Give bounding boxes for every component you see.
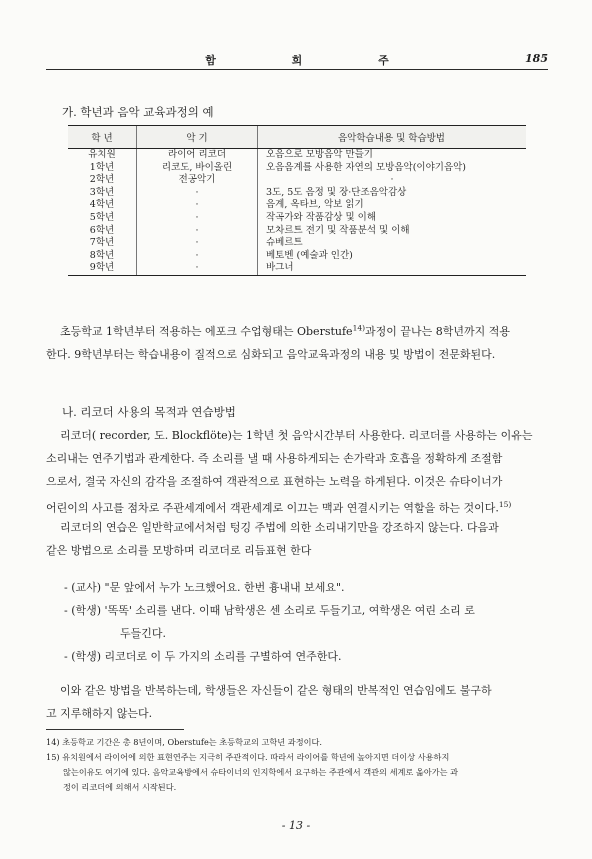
- cell-content: 음계, 옥타브, 악보 읽기: [258, 199, 527, 212]
- dialog-item: - (학생) '똑똑' 소리를 낸다. 이때 남학생은 센 소리로 두들기고, 여학생은 여린 소리 로: [64, 604, 475, 617]
- dialog-item: - (학생) 리코더로 이 두 가지의 소리를 구별하여 연주한다.: [64, 650, 342, 663]
- paragraph-line: 이와 같은 방법을 반복하는데, 학생들은 자신들이 같은 형태의 반복적인 연습임에도 불구하: [60, 684, 492, 697]
- curriculum-table: [68, 125, 526, 276]
- table-row: [68, 212, 526, 225]
- paragraph-line: 소리내는 연주기법과 관계한다. 즉 소리를 낼 때 사용하게되는 손가락과 호흡을 정확하게 조절함: [46, 452, 503, 465]
- cell-instrument: 리코도, 바이올린: [137, 162, 258, 175]
- cell-instrument: ·: [137, 199, 258, 212]
- footnote-rule: [46, 729, 184, 730]
- cell-content: 오음음계를 사용한 자연의 모방음악(이야기음악): [258, 162, 527, 175]
- cell-grade: 1학년: [89, 161, 115, 173]
- table-row: [68, 174, 526, 187]
- cell-content: ·: [258, 174, 527, 187]
- cell-grade: 8학년: [89, 249, 115, 261]
- footnote-ref[interactable]: 14): [352, 323, 366, 332]
- dialog-item: - (교사) "문 앞에서 누가 노크했어요. 한번 흉내내 보세요".: [64, 581, 345, 594]
- footnote-ref[interactable]: 15): [498, 500, 512, 509]
- cell-grade: 6학년: [89, 224, 115, 236]
- cell-grade: 4학년: [89, 199, 115, 211]
- footnote-15-continued: 정이 리코더에 의해서 시작된다.: [63, 782, 177, 792]
- cell-content: 바그너: [258, 262, 527, 275]
- cell-grade: 9학년: [68, 262, 137, 275]
- table-row: [68, 225, 526, 238]
- table-row: [68, 149, 526, 162]
- cell-instrument: ·: [137, 250, 258, 263]
- cell-content: 3도, 5도 음정 및 장·단조음악감상: [258, 187, 527, 200]
- paragraph-line: 으로서, 결국 자신의 감각을 조절하여 객관적으로 표현하는 노력을 하게된다. 이것은 슈타이너가: [46, 475, 503, 488]
- paragraph-line: 고 지루해하지 않는다.: [46, 707, 153, 720]
- table-row: [68, 199, 526, 212]
- header-title-char: 함: [205, 54, 216, 67]
- paragraph-practice: [46, 516, 550, 562]
- cell-content: 슈베르트: [258, 237, 527, 250]
- cell-content: 작곡가와 작품감상 및 이해: [258, 212, 527, 225]
- running-header: [46, 48, 548, 70]
- header-rule: [46, 69, 548, 70]
- paragraph-line: 한다. 9학년부터는 학습내용이 질적으로 심화되고 음악교육과정의 내용 및 방법이 전문화된다.: [46, 347, 496, 361]
- cell-instrument: ·: [137, 225, 258, 238]
- table-header-row: [68, 126, 526, 149]
- cell-instrument: ·: [137, 262, 258, 275]
- table-row: [68, 187, 526, 200]
- column-header-content: 음악학습내용 및 학습방법: [258, 126, 527, 149]
- paragraph-recorder: [46, 424, 550, 520]
- paragraph-line: [60, 325, 510, 338]
- column-header-instrument: 악 기: [137, 126, 258, 149]
- cell-grade: 3학년: [89, 186, 115, 198]
- cell-instrument: ·: [137, 237, 258, 250]
- header-page-number: 185: [525, 52, 548, 65]
- paragraph-line: 리코더( recorder, 도. Blockflöte)는 1학년 첫 음악시간부터 사용한다. 리코더를 사용하는 이유는: [60, 429, 533, 442]
- paragraph-line: 리코더의 연습은 일반학교에서처럼 텅깅 주법에 의한 소리내기만을 강조하지 않는다. 다음과: [60, 521, 499, 534]
- text-span: 과정이 끝나는 8학년까지 적용: [365, 324, 511, 338]
- cell-content: 오음으로 모방음악 만들기: [258, 149, 527, 162]
- cell-grade: 7학년: [89, 237, 115, 249]
- cell-grade: 유치원: [88, 149, 116, 160]
- footnotes: [46, 735, 556, 795]
- paragraph-line: 같은 방법으로 소리를 모방하며 리코더로 리듬표현 한다: [46, 544, 312, 557]
- cell-grade: 2학년: [89, 174, 115, 186]
- cell-instrument: ·: [137, 187, 258, 200]
- cell-instrument: 전공악기: [137, 174, 258, 187]
- cell-content: 모차르트 전기 및 작품분석 및 이해: [258, 225, 527, 238]
- text-span: 초등학교 1학년부터 적용하는 에포크 수업형태는 Oberstufe: [60, 324, 353, 338]
- cell-instrument: 라이어 리코더: [137, 149, 258, 162]
- cell-grade: 5학년: [89, 211, 115, 223]
- header-title-char: 주: [378, 54, 389, 67]
- column-header-grade: 학 년: [68, 126, 137, 149]
- footnote-15: 15) 유치원에서 라이어에 의한 표현연주는 지극히 주관적이다. 따라서 라이어를 학년에 높아지면 더이상 사용하지: [46, 752, 450, 762]
- footnote-14: 14) 초등학교 기간은 총 8년이며, Oberstufe는 초등학교의 고학년 과정이다.: [46, 737, 323, 747]
- dialog-list: [64, 576, 550, 668]
- header-title-char: 희: [291, 54, 303, 67]
- footnote-15-continued: 않는이유도 여기에 있다. 음악교육방에서 슈타이너의 인지학에서 요구하는 주관에서 객관의 세계로 옮아가는 과: [63, 767, 459, 777]
- paragraph-repetition: [46, 679, 550, 725]
- section-heading-a: 가. 학년과 음악 교육과정의 예: [62, 105, 214, 119]
- table-row: [68, 262, 526, 275]
- paragraph-curriculum: [46, 316, 550, 366]
- table-row: [68, 250, 526, 263]
- dialog-item-continuation: 두들긴다.: [120, 627, 167, 640]
- table-row: [68, 162, 526, 175]
- cell-instrument: ·: [137, 212, 258, 225]
- text-span: 어린이의 사고를 점차로 주관세계에서 객관세계로 이끄는 맥과 연결시키는 역할을 하는 것이다.: [46, 501, 499, 515]
- header-title: [46, 52, 548, 68]
- cell-content: 베토벤 (예술과 인간): [258, 250, 527, 263]
- table-row: [68, 237, 526, 250]
- section-heading-b: 나. 리코더 사용의 목적과 연습방법: [62, 405, 236, 419]
- page-folio: - 13 -: [281, 819, 311, 832]
